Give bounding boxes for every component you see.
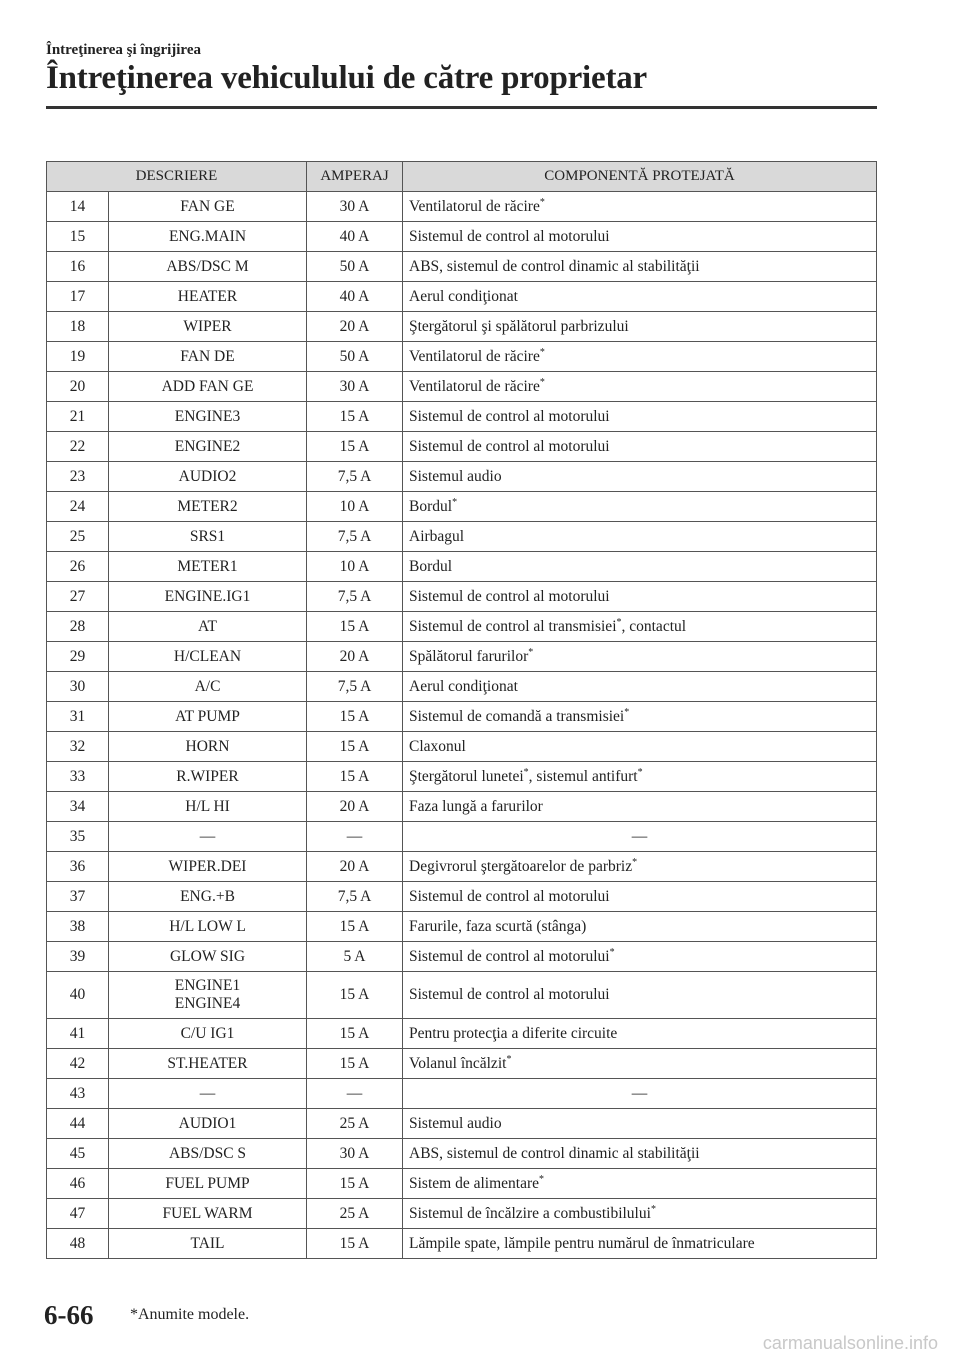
protected-component <box>403 372 877 402</box>
header-description: DESCRIERE <box>47 162 307 192</box>
protected-component <box>403 1109 877 1139</box>
asterisk-icon: * <box>528 646 534 658</box>
protected-component <box>403 792 877 822</box>
protected-component <box>403 582 877 612</box>
protected-component <box>403 462 877 492</box>
component-text: Sistemul de control al motorului <box>409 437 610 455</box>
fuse-description: FUEL WARM <box>109 1199 307 1229</box>
component-text: Aerul condiţionat <box>409 677 518 695</box>
fuse-number: 24 <box>47 492 109 522</box>
table-row <box>47 222 877 252</box>
component-text: Sistemul de control al motorului <box>409 986 610 1003</box>
fuse-amperage: 7,5 A <box>307 582 403 612</box>
fuse-description <box>109 972 307 1019</box>
header-amperage: AMPERAJ <box>307 162 403 192</box>
page-title: Întreţinerea vehiculului de către proprietar <box>46 60 648 96</box>
fuse-description: GLOW SIG <box>109 942 307 972</box>
fuse-amperage: 7,5 A <box>307 672 403 702</box>
protected-component <box>403 402 877 432</box>
table-row <box>47 432 877 462</box>
fuse-number: 25 <box>47 522 109 552</box>
protected-component <box>403 522 877 552</box>
table-row <box>47 1109 877 1139</box>
fuse-number: 41 <box>47 1019 109 1049</box>
fuse-amperage: 20 A <box>307 642 403 672</box>
fuse-number: 22 <box>47 432 109 462</box>
component-text: Sistemul audio <box>409 1114 502 1132</box>
component-text: Claxonul <box>409 737 466 755</box>
protected-component <box>403 882 877 912</box>
asterisk-icon: * <box>539 1173 544 1185</box>
fuse-amperage: 20 A <box>307 312 403 342</box>
fuse-description: ENGINE3 <box>109 402 307 432</box>
table-row <box>47 882 877 912</box>
fuse-number: 31 <box>47 702 109 732</box>
watermark: carmanualsonline.info <box>762 1333 938 1353</box>
table-row <box>47 852 877 882</box>
protected-component <box>403 1019 877 1049</box>
component-text: Ventilatorul de răcire <box>409 347 540 365</box>
asterisk-icon: * <box>650 1203 656 1215</box>
fuse-description: METER2 <box>109 492 307 522</box>
table-row <box>47 702 877 732</box>
table-row <box>47 402 877 432</box>
asterisk-icon: * <box>452 496 458 508</box>
protected-component <box>403 252 877 282</box>
fuse-number: 23 <box>47 462 109 492</box>
asterisk-icon: * <box>539 346 545 358</box>
fuse-amperage: 15 A <box>307 612 403 642</box>
protected-component <box>403 192 877 222</box>
component-text: — <box>631 1084 648 1102</box>
fuse-amperage: 50 A <box>307 252 403 282</box>
table-row <box>47 822 877 852</box>
component-text: Airbagul <box>409 527 465 545</box>
fuse-description: WIPER <box>109 312 307 342</box>
fuse-number: 40 <box>47 972 109 1019</box>
fuse-amperage: 5 A <box>307 942 403 972</box>
component-text: Sistemul de comandă a transmisiei <box>409 707 625 725</box>
fuse-number: 43 <box>47 1079 109 1109</box>
asterisk-icon: * <box>632 856 638 868</box>
fuse-description: C/U IG1 <box>109 1019 307 1049</box>
fuse-amperage: 15 A <box>307 702 403 732</box>
component-text: Degivrorul ştergătoarelor de parbriz <box>409 857 633 875</box>
table-row <box>47 582 877 612</box>
table-row <box>47 942 877 972</box>
fuse-amperage: — <box>307 1079 403 1109</box>
fuse-amperage: 15 A <box>307 1169 403 1199</box>
protected-component <box>403 762 877 792</box>
fuse-description: AUDIO2 <box>109 462 307 492</box>
fuse-amperage: 15 A <box>307 762 403 792</box>
table-row <box>47 492 877 522</box>
table-row <box>47 192 877 222</box>
fuse-description: H/CLEAN <box>109 642 307 672</box>
protected-component <box>403 732 877 762</box>
protected-component <box>403 612 877 642</box>
fuse-amperage: 25 A <box>307 1199 403 1229</box>
component-text: ABS, sistemul de control dinamic al stabilităţii <box>409 1144 700 1162</box>
component-text: ABS, sistemul de control dinamic al stabilităţii <box>409 257 700 275</box>
fuse-number: 45 <box>47 1139 109 1169</box>
fuse-description: ABS/DSC S <box>109 1139 307 1169</box>
table-row <box>47 1199 877 1229</box>
fuse-amperage: 15 A <box>307 732 403 762</box>
fuse-number: 46 <box>47 1169 109 1199</box>
protected-component <box>403 1169 877 1199</box>
fuse-amperage: 30 A <box>307 192 403 222</box>
protected-component <box>403 672 877 702</box>
fuse-description: HORN <box>109 732 307 762</box>
fuse-amperage: 30 A <box>307 1139 403 1169</box>
fuse-number: 39 <box>47 942 109 972</box>
fuse-amperage: 15 A <box>307 1229 403 1259</box>
component-text: Faza lungă a farurilor <box>409 797 543 815</box>
fuse-amperage: 40 A <box>307 282 403 312</box>
fuse-number: 29 <box>47 642 109 672</box>
table-row <box>47 252 877 282</box>
fuse-number: 47 <box>47 1199 109 1229</box>
fuse-description: H/L HI <box>109 792 307 822</box>
protected-component <box>403 282 877 312</box>
header-component: COMPONENTĂ PROTEJATĂ <box>403 162 877 192</box>
table-row <box>47 462 877 492</box>
protected-component <box>403 1139 877 1169</box>
fuse-number: 15 <box>47 222 109 252</box>
component-text: Volanul încălzit <box>409 1054 507 1072</box>
table-row <box>47 1079 877 1109</box>
protected-component <box>403 342 877 372</box>
fuse-number: 48 <box>47 1229 109 1259</box>
protected-component <box>403 702 877 732</box>
component-text: Sistemul de control al motorului <box>409 407 610 425</box>
table-row <box>47 282 877 312</box>
component-text: Sistemul de control al transmisiei <box>409 617 617 635</box>
component-text: Sistemul de control al motorului <box>409 227 610 245</box>
component-text: Ventilatorul de răcire <box>409 377 540 395</box>
protected-component <box>403 912 877 942</box>
table-row <box>47 642 877 672</box>
asterisk-icon: * <box>637 766 643 778</box>
protected-component <box>403 1229 877 1259</box>
fuse-description: H/L LOW L <box>109 912 307 942</box>
table-row <box>47 972 877 1019</box>
component-text: Bordul <box>409 557 453 575</box>
fuse-description: AT PUMP <box>109 702 307 732</box>
table-row <box>47 372 877 402</box>
component-text: — <box>631 827 648 845</box>
fuse-number: 20 <box>47 372 109 402</box>
fuse-number: 37 <box>47 882 109 912</box>
table-row <box>47 612 877 642</box>
fuse-number: 14 <box>47 192 109 222</box>
table-row <box>47 762 877 792</box>
protected-component <box>403 1079 877 1109</box>
asterisk-icon: * <box>624 706 630 718</box>
fuse-description: ST.HEATER <box>109 1049 307 1079</box>
fuse-description: WIPER.DEI <box>109 852 307 882</box>
component-text: Bordul <box>409 497 453 515</box>
fuse-amperage: — <box>307 822 403 852</box>
table-row <box>47 672 877 702</box>
fuse-amperage: 15 A <box>307 402 403 432</box>
fuse-amperage: 25 A <box>307 1109 403 1139</box>
fuse-amperage: 7,5 A <box>307 462 403 492</box>
component-text-continued: , sistemul antifurt <box>528 767 638 785</box>
fuse-number: 18 <box>47 312 109 342</box>
fuse-number: 36 <box>47 852 109 882</box>
page-number: 6-66 <box>44 1300 94 1330</box>
fuse-description-line: ENGINE1 <box>174 977 241 994</box>
fuse-number: 19 <box>47 342 109 372</box>
fuse-description: ENG.+B <box>109 882 307 912</box>
protected-component <box>403 492 877 522</box>
fuse-description: FAN DE <box>109 342 307 372</box>
fuse-amperage: 15 A <box>307 1019 403 1049</box>
fuse-amperage: 7,5 A <box>307 882 403 912</box>
fuse-number: 16 <box>47 252 109 282</box>
table-row <box>47 1169 877 1199</box>
component-text: Sistemul de încălzire a combustibilului <box>409 1204 651 1222</box>
fuse-amperage: 30 A <box>307 372 403 402</box>
component-text: Aerul condiţionat <box>409 287 518 305</box>
asterisk-icon: * <box>616 616 622 628</box>
component-text: Sistem de alimentare <box>409 1174 539 1192</box>
asterisk-icon: * <box>523 766 529 778</box>
fuse-description: SRS1 <box>109 522 307 552</box>
fuse-description: AT <box>109 612 307 642</box>
fuse-description: ADD FAN GE <box>109 372 307 402</box>
fuse-number: 30 <box>47 672 109 702</box>
fuse-amperage: 20 A <box>307 792 403 822</box>
fuse-description: ENGINE2 <box>109 432 307 462</box>
fuse-number: 27 <box>47 582 109 612</box>
fuse-amperage: 15 A <box>307 912 403 942</box>
fuse-amperage: 10 A <box>307 492 403 522</box>
component-text: Ventilatorul de răcire <box>409 197 540 215</box>
protected-component <box>403 972 877 1019</box>
fuse-number: 35 <box>47 822 109 852</box>
fuse-description: FUEL PUMP <box>109 1169 307 1199</box>
fuse-amperage: 20 A <box>307 852 403 882</box>
asterisk-icon: * <box>609 946 615 958</box>
table-header-row <box>47 162 877 192</box>
fuse-amperage: 50 A <box>307 342 403 372</box>
protected-component <box>403 552 877 582</box>
footnote: *Anumite modele. <box>130 1306 250 1323</box>
table-row <box>47 1049 877 1079</box>
protected-component <box>403 312 877 342</box>
title-divider <box>46 106 877 109</box>
table-row <box>47 312 877 342</box>
component-text: Pentru protecţia a diferite circuite <box>409 1024 618 1042</box>
fuse-table-body <box>47 192 877 1259</box>
fuse-number: 32 <box>47 732 109 762</box>
table-row <box>47 792 877 822</box>
fuse-amperage: 10 A <box>307 552 403 582</box>
protected-component <box>403 822 877 852</box>
table-row <box>47 1139 877 1169</box>
fuse-description: — <box>109 822 307 852</box>
component-text: Sistemul de control al motorului <box>409 947 610 965</box>
fuse-amperage: 7,5 A <box>307 522 403 552</box>
protected-component <box>403 222 877 252</box>
table-row <box>47 732 877 762</box>
fuse-amperage: 15 A <box>307 972 403 1019</box>
fuse-table <box>46 161 877 1259</box>
asterisk-icon: * <box>539 376 545 388</box>
component-text: Sistemul de control al motorului <box>409 587 610 605</box>
fuse-description: FAN GE <box>109 192 307 222</box>
table-row <box>47 522 877 552</box>
fuse-number: 34 <box>47 792 109 822</box>
protected-component <box>403 942 877 972</box>
fuse-description: METER1 <box>109 552 307 582</box>
fuse-amperage: 15 A <box>307 432 403 462</box>
table-row <box>47 1229 877 1259</box>
fuse-number: 17 <box>47 282 109 312</box>
fuse-number: 28 <box>47 612 109 642</box>
fuse-amperage: 15 A <box>307 1049 403 1079</box>
fuse-amperage: 40 A <box>307 222 403 252</box>
component-text: Ştergătorul lunetei <box>409 767 524 785</box>
component-text: Lămpile spate, lămpile pentru numărul de înmatriculare <box>409 1234 755 1252</box>
protected-component <box>403 432 877 462</box>
fuse-description-line: ENGINE4 <box>174 995 241 1012</box>
fuse-number: 38 <box>47 912 109 942</box>
fuse-description: ABS/DSC M <box>109 252 307 282</box>
protected-component <box>403 852 877 882</box>
component-text: Sistemul audio <box>409 467 502 485</box>
component-text-continued: , contactul <box>621 617 687 635</box>
section-label: Întreţinerea şi îngrijirea <box>46 42 201 58</box>
asterisk-icon: * <box>539 196 545 208</box>
fuse-description: R.WIPER <box>109 762 307 792</box>
fuse-description: TAIL <box>109 1229 307 1259</box>
table-row <box>47 552 877 582</box>
component-text: Sistemul de control al motorului <box>409 887 610 905</box>
component-text: Spălătorul farurilor <box>409 647 529 665</box>
protected-component <box>403 1199 877 1229</box>
table-row <box>47 1019 877 1049</box>
fuse-number: 21 <box>47 402 109 432</box>
fuse-description: HEATER <box>109 282 307 312</box>
protected-component <box>403 1049 877 1079</box>
fuse-number: 44 <box>47 1109 109 1139</box>
fuse-description: — <box>109 1079 307 1109</box>
component-text: Farurile, faza scurtă (stânga) <box>409 917 587 935</box>
fuse-number: 33 <box>47 762 109 792</box>
table-row <box>47 912 877 942</box>
asterisk-icon: * <box>506 1053 512 1065</box>
fuse-description: ENGINE.IG1 <box>109 582 307 612</box>
table-row <box>47 342 877 372</box>
fuse-number: 26 <box>47 552 109 582</box>
component-text: Ştergătorul şi spălătorul parbrizului <box>409 317 629 335</box>
fuse-description: A/C <box>109 672 307 702</box>
fuse-number: 42 <box>47 1049 109 1079</box>
fuse-description: ENG.MAIN <box>109 222 307 252</box>
protected-component <box>403 642 877 672</box>
fuse-description: AUDIO1 <box>109 1109 307 1139</box>
